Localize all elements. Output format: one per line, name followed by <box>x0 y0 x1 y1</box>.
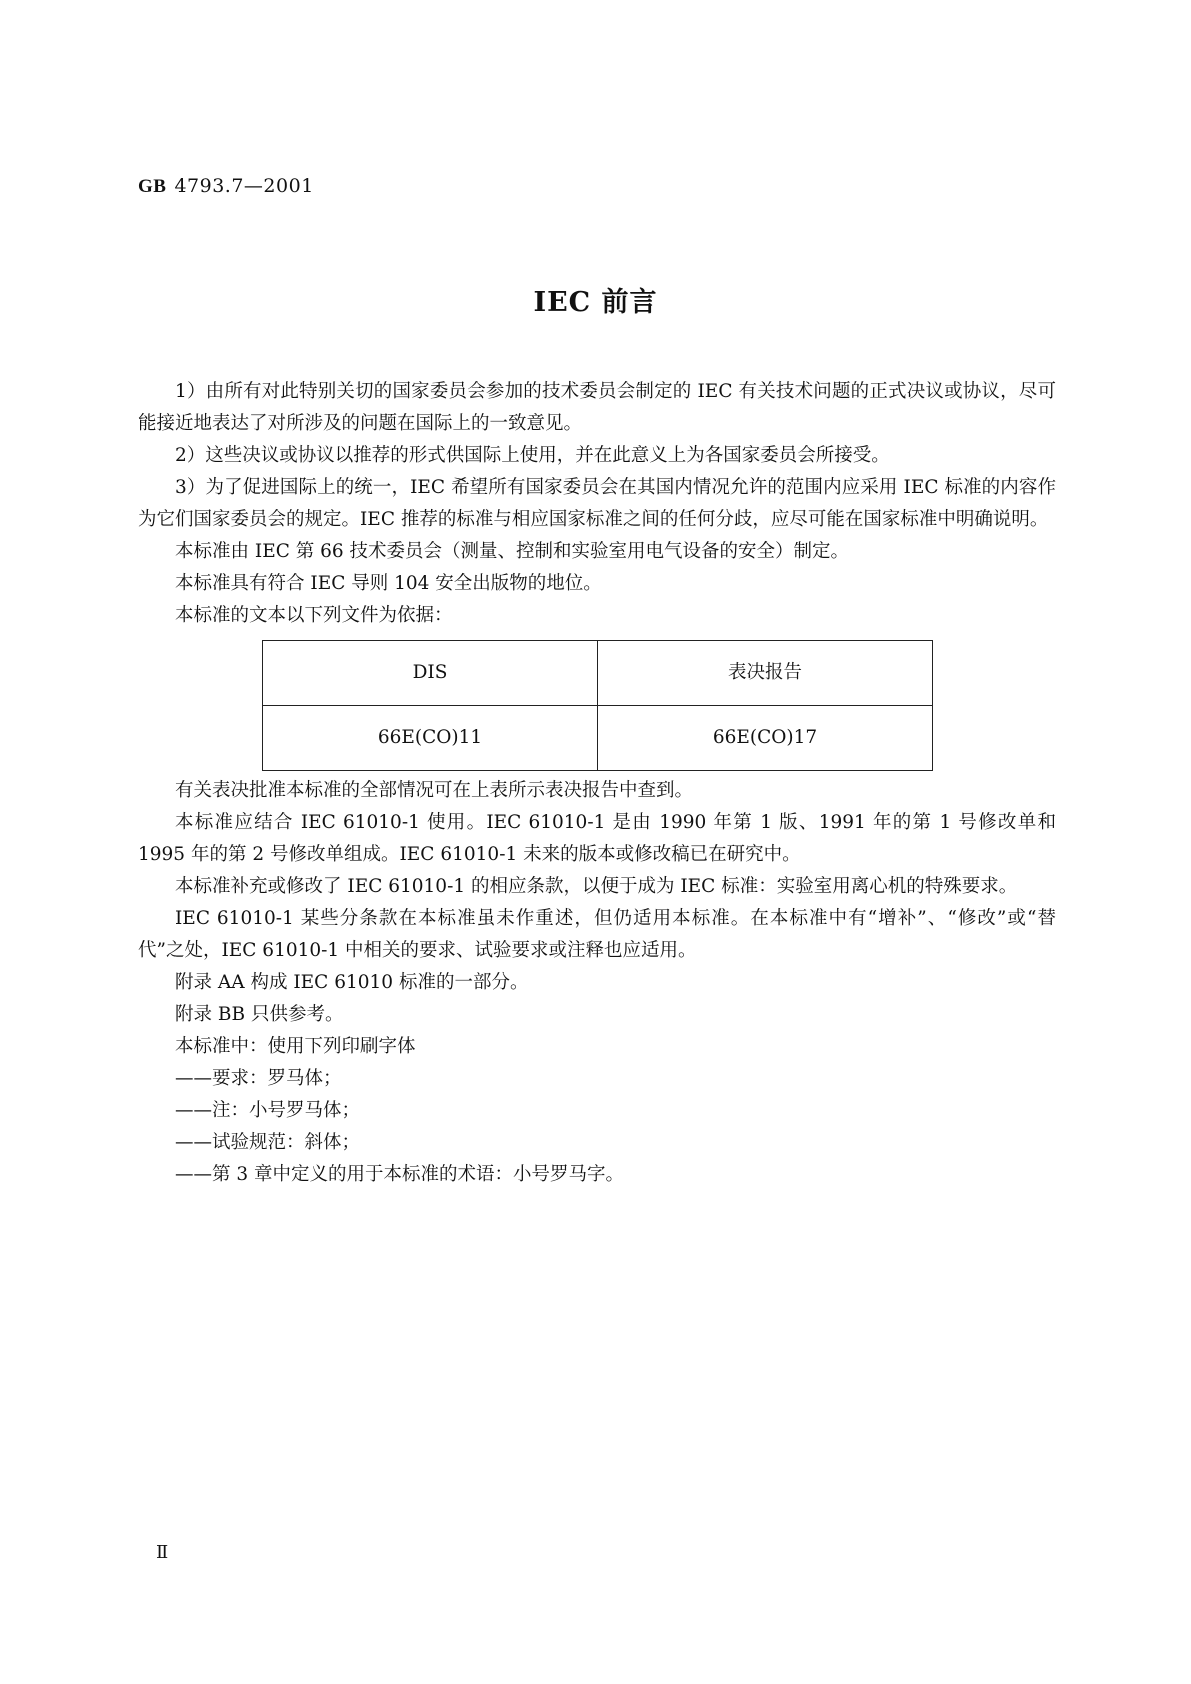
paragraph: 3）为了促进国际上的统一，IEC 希望所有国家委员会在其国内情况允许的范围内应采用 IEC 标准的内容作为它们国家委员会的规定。IEC 推荐的标准与相应国家标准之间的任何分歧，应尽可能在国家标准中明确说明。 <box>138 477 1056 530</box>
table-header-cell: DIS <box>263 641 598 706</box>
paragraph: IEC 61010-1 某些分条款在本标准虽未作重述，但仍适用本标准。在本标准中有“增补”、“修改”或“替代”之处，IEC 61010-1 中相关的要求、试验要求或注释也应适用。 <box>138 908 1056 961</box>
paragraph: 2）这些决议或协议以推荐的形式供国际上使用，并在此意义上为各国家委员会所接受。 <box>175 445 890 466</box>
table-header-cell: 表决报告 <box>598 641 933 706</box>
standard-number: 4793.7—2001 <box>174 175 314 197</box>
document-body <box>138 376 1056 1191</box>
font-list-item: ——要求：罗马体； <box>175 1068 342 1089</box>
table-cell: 66E(CO)17 <box>598 706 933 771</box>
font-list-item: ——第 3 章中定义的用于本标准的术语：小号罗马字。 <box>175 1164 625 1185</box>
table-cell: 66E(CO)11 <box>263 706 598 771</box>
font-list-item: ——试验规范：斜体； <box>175 1132 361 1153</box>
paragraph: 附录 AA 构成 IEC 61010 标准的一部分。 <box>175 972 529 993</box>
paragraph: 本标准具有符合 IEC 导则 104 安全出版物的地位。 <box>175 573 602 594</box>
paragraph: 本标准中：使用下列印刷字体 <box>175 1036 416 1057</box>
paragraph: 有关表决批准本标准的全部情况可在上表所示表决报告中查到。 <box>175 780 694 801</box>
paragraph: 1）由所有对此特别关切的国家委员会参加的技术委员会制定的 IEC 有关技术问题的正式决议或协议，尽可能接近地表达了对所涉及的问题在国际上的一致意见。 <box>138 381 1056 434</box>
table-header-row <box>263 641 933 706</box>
paragraph: 本标准由 IEC 第 66 技术委员会（测量、控制和实验室用电气设备的安全）制定。 <box>175 541 850 562</box>
document-code <box>138 175 314 198</box>
standard-prefix: GB <box>138 176 167 197</box>
page-title: IEC 前言 <box>533 287 658 318</box>
table-row <box>263 706 933 771</box>
paragraph: 本标准的文本以下列文件为依据： <box>175 605 453 626</box>
voting-documents-table <box>262 640 933 771</box>
paragraph: 本标准补充或修改了 IEC 61010-1 的相应条款，以便于成为 IEC 标准：实验室用离心机的特殊要求。 <box>175 876 1018 897</box>
paragraph: 本标准应结合 IEC 61010-1 使用。IEC 61010-1 是由 1990 年第 1 版、1991 年的第 1 号修改单和 1995 年的第 2 号修改单组成。IEC 61010-1 未来的版本或修改稿已在研究中。 <box>138 812 1056 865</box>
page-number: Ⅱ <box>156 1542 169 1563</box>
font-list-item: ——注：小号罗马体； <box>175 1100 361 1121</box>
paragraph: 附录 BB 只供参考。 <box>175 1004 344 1025</box>
